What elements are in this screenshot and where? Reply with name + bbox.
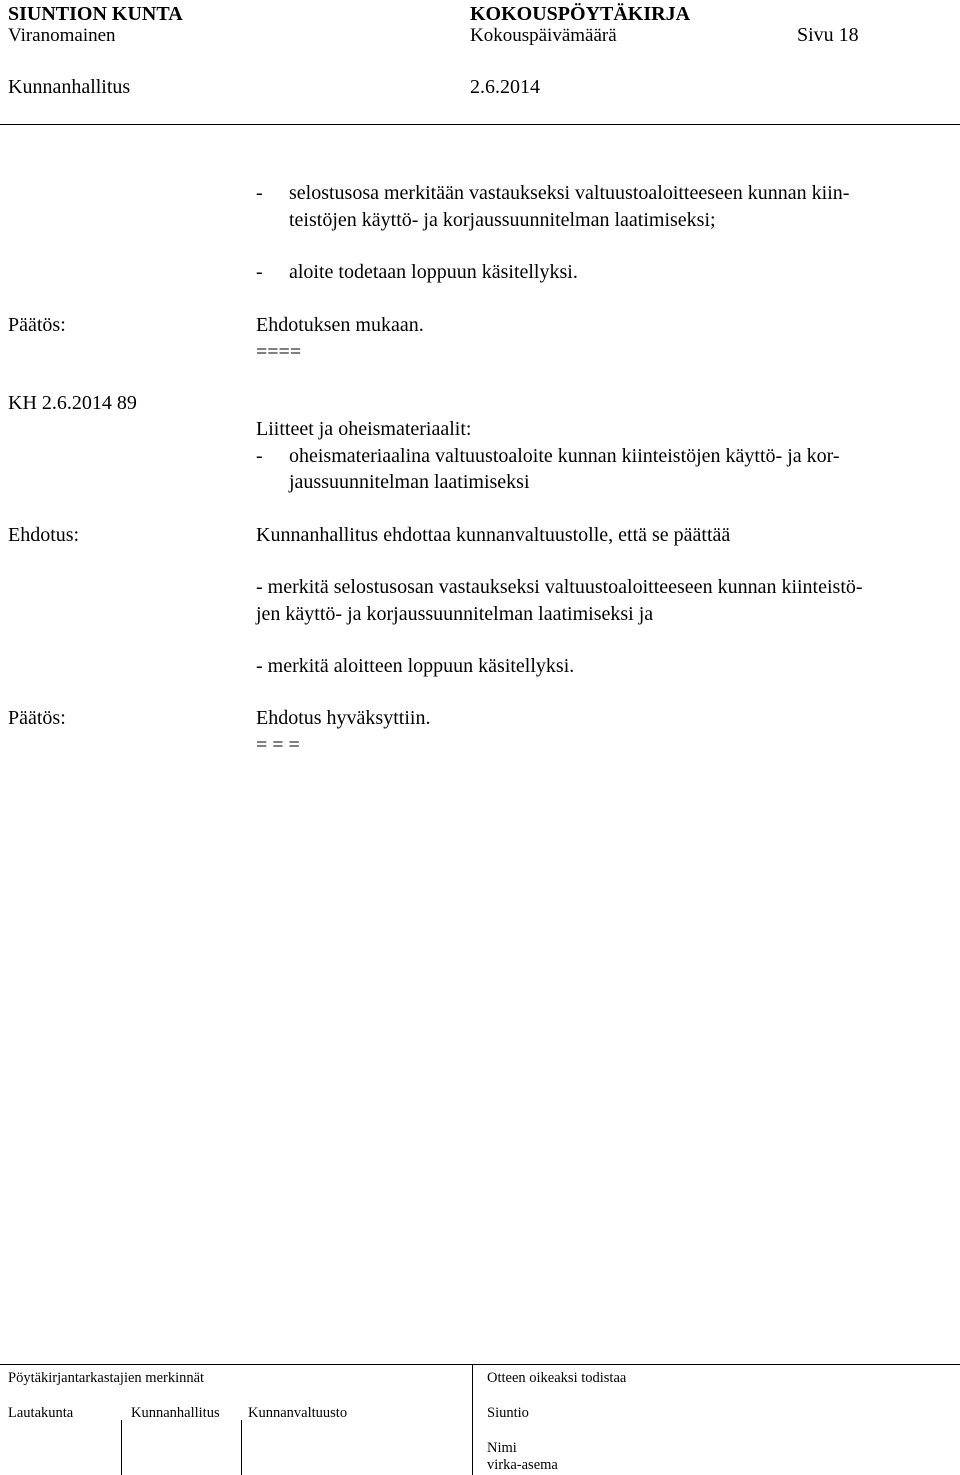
document-type: KOKOUSPÖYTÄKIRJA	[470, 3, 691, 25]
attachment-dash: -	[256, 445, 263, 467]
municipality-name: SIUNTION KUNTA	[8, 3, 183, 25]
meeting-date: 2.6.2014	[470, 76, 540, 98]
attachment-line2: jaussuunnitelman laatimiseksi	[289, 471, 530, 493]
proposal-item1-line1: - merkitä selostusosan vastaukseksi valtuustoaloitteeseen kunnan kiinteistö-	[256, 576, 863, 598]
decision2-label: Päätös:	[8, 707, 66, 729]
proposal-text: Kunnanhallitus ehdottaa kunnanvaltuustolle, että se päättää	[256, 524, 731, 546]
item2-line1: aloite todetaan loppuun käsitellyksi.	[289, 261, 578, 283]
section-reference: KH 2.6.2014 89	[8, 392, 137, 414]
footer-top-rule	[0, 1364, 960, 1365]
item2-dash: -	[256, 261, 263, 283]
item1-dash: -	[256, 182, 263, 204]
decision2-text: Ehdotus hyväksyttiin.	[256, 707, 431, 729]
position-label: virka-asema	[487, 1457, 558, 1473]
footer-column-divider	[472, 1364, 473, 1475]
attachments-heading: Liitteet ja oheismateriaalit:	[256, 418, 472, 440]
authority-name: Kunnanhallitus	[8, 76, 131, 98]
footer-cell-divider-1	[121, 1420, 122, 1475]
reviewers-label: Pöytäkirjantarkastajien merkinnät	[8, 1370, 205, 1386]
page-number: Sivu 18	[797, 24, 859, 46]
proposal-item1-line2: jen käyttö- ja korjaussuunnitelman laatimiseksi ja	[256, 603, 654, 625]
header-divider	[0, 124, 960, 125]
place-label: Siuntio	[487, 1405, 529, 1421]
attachment-line1: oheismateriaalina valtuustoaloite kunnan kiinteistöjen käyttö- ja kor-	[289, 445, 840, 467]
authority-label: Viranomainen	[8, 25, 116, 46]
column-kunnanhallitus: Kunnanhallitus	[131, 1405, 220, 1421]
meeting-date-label: Kokouspäivämäärä	[470, 25, 617, 46]
footer-cell-divider-2	[241, 1420, 242, 1475]
column-kunnanvaltuusto: Kunnanvaltuusto	[248, 1405, 348, 1421]
certified-label: Otteen oikeaksi todistaa	[487, 1370, 627, 1386]
item1-line2: teistöjen käyttö- ja korjaussuunnitelman laatimiseksi;	[289, 209, 716, 231]
proposal-item2: - merkitä aloitteen loppuun käsitellyksi.	[256, 655, 575, 677]
decision1-label: Päätös:	[8, 314, 66, 336]
proposal-label: Ehdotus:	[8, 524, 80, 546]
column-lautakunta: Lautakunta	[8, 1405, 74, 1421]
name-label: Nimi	[487, 1440, 517, 1456]
decision1-text: Ehdotuksen mukaan.	[256, 314, 424, 336]
decision2-end-mark: = = =	[256, 734, 300, 756]
item1-line1: selostusosa merkitään vastaukseksi valtuustoaloitteeseen kunnan kiin-	[289, 182, 850, 204]
decision1-end-mark: ====	[256, 341, 302, 363]
